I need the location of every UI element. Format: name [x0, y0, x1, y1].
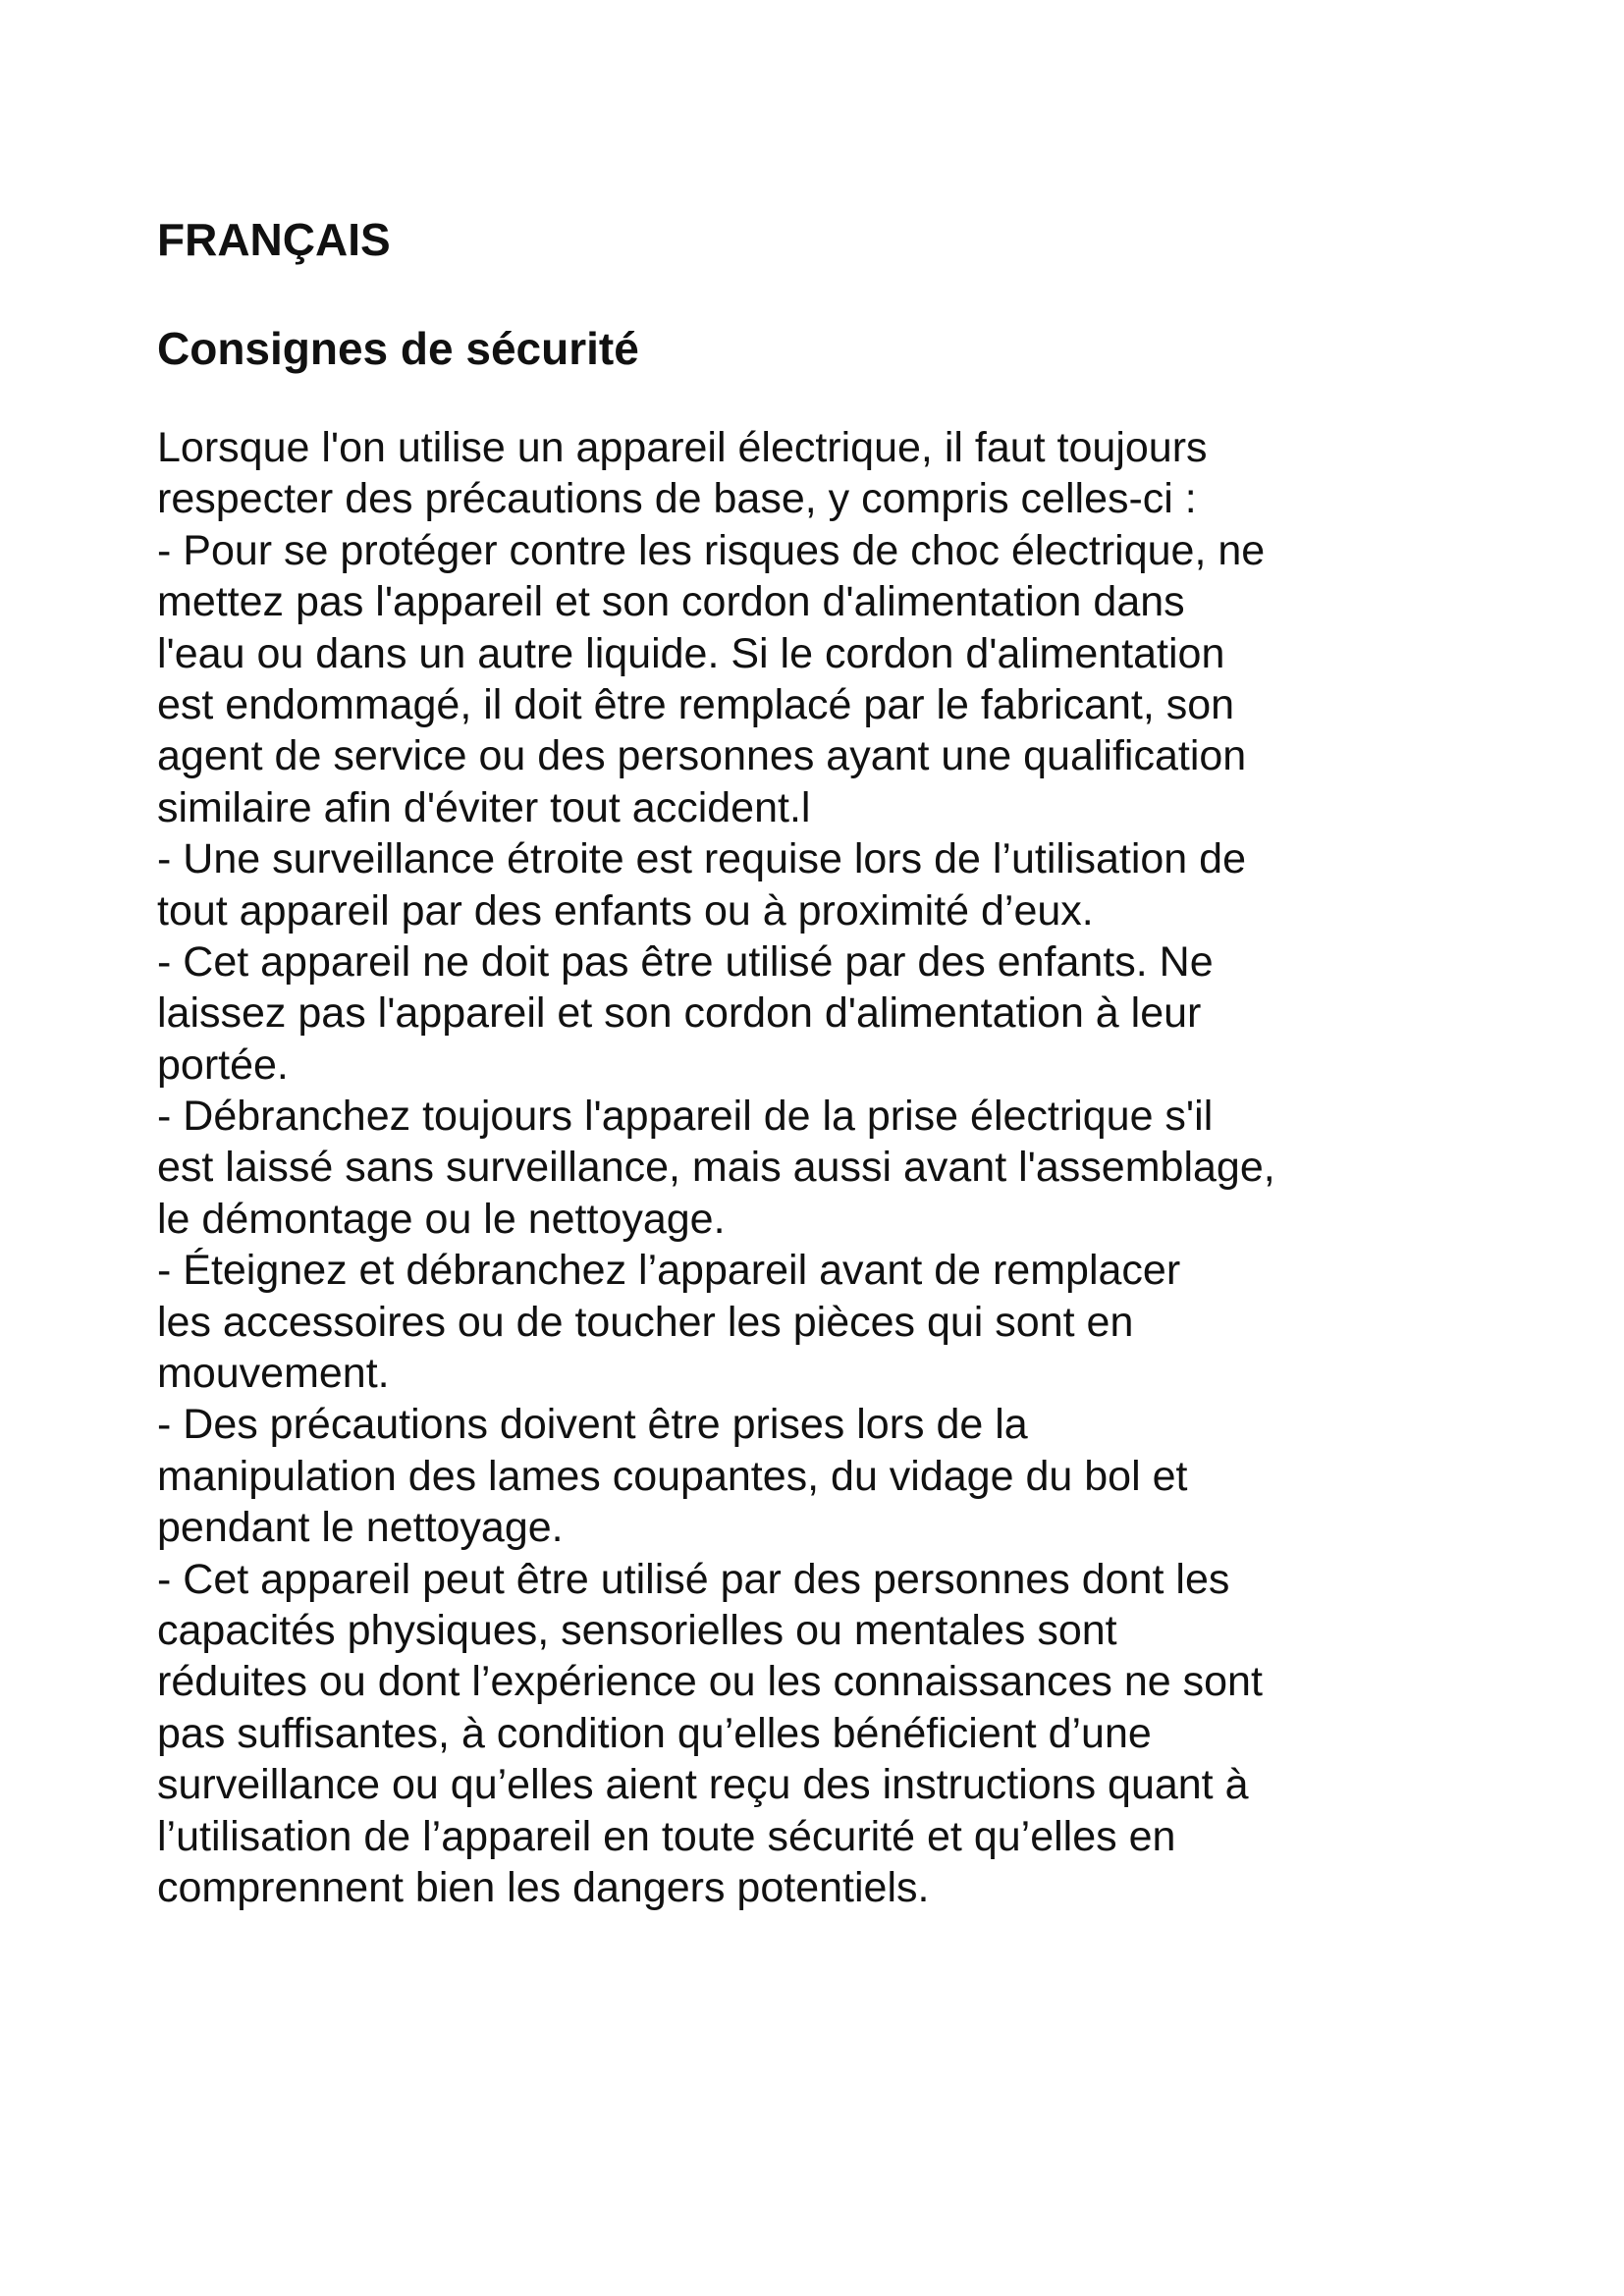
text-line: - Des précautions doivent être prises lors de la — [157, 1401, 1028, 1449]
text-line: similaire afin d'éviter tout accident.l — [157, 783, 811, 831]
document-page — [157, 0, 1532, 2296]
text-line: capacités physiques, sensorielles ou mentales sont — [157, 1606, 1117, 1654]
text-line: - Une surveillance étroite est requise lors de l’utilisation de — [157, 835, 1246, 883]
text-line: - Pour se protéger contre les risques de choc électrique, ne — [157, 526, 1266, 574]
text-line: comprennent bien les dangers potentiels. — [157, 1863, 930, 1911]
text-line: - Éteignez et débranchez l’appareil avant de remplacer — [157, 1247, 1181, 1295]
text-line: - Cet appareil ne doit pas être utilisé par des enfants. Ne — [157, 937, 1214, 986]
text-line: est laissé sans surveillance, mais aussi avant l'assemblage, — [157, 1144, 1275, 1192]
text-line: surveillance ou qu’elles aient reçu des instructions quant à — [157, 1761, 1249, 1809]
text-line: respecter des précautions de base, y compris celles-ci : — [157, 475, 1197, 523]
text-line: portée. — [157, 1041, 289, 1089]
text-line: Lorsque l'on utilise un appareil électrique, il faut toujours — [157, 424, 1208, 471]
text-line: laissez pas l'appareil et son cordon d'alimentation à leur — [157, 989, 1202, 1038]
text-line: - Débranchez toujours l'appareil de la prise électrique s'il — [157, 1093, 1214, 1141]
text-line: le démontage ou le nettoyage. — [157, 1195, 726, 1243]
text-line: pendant le nettoyage. — [157, 1504, 564, 1552]
text-line: tout appareil par des enfants ou à proximité d’eux. — [157, 886, 1094, 934]
language-heading: FRANÇAIS — [157, 214, 391, 265]
text-line: agent de service ou des personnes ayant une qualification — [157, 732, 1247, 780]
text-line: manipulation des lames coupantes, du vidage du bol et — [157, 1452, 1188, 1500]
text-line: réduites ou dont l’expérience ou les connaissances ne sont — [157, 1658, 1263, 1706]
safety-instructions-text — [157, 422, 1532, 1913]
section-heading: Consignes de sécurité — [157, 323, 639, 374]
text-line: les accessoires ou de toucher les pièces qui sont en — [157, 1298, 1134, 1346]
text-line: l’utilisation de l’appareil en toute sécurité et qu’elles en — [157, 1812, 1176, 1860]
text-line: mouvement. — [157, 1350, 390, 1398]
text-line: l'eau ou dans un autre liquide. Si le cordon d'alimentation — [157, 629, 1225, 677]
text-line: - Cet appareil peut être utilisé par des personnes dont les — [157, 1555, 1230, 1603]
text-line: pas suffisantes, à condition qu’elles bénéficient d’une — [157, 1709, 1152, 1757]
text-line: mettez pas l'appareil et son cordon d'alimentation dans — [157, 578, 1185, 626]
text-line: est endommagé, il doit être remplacé par le fabricant, son — [157, 680, 1235, 728]
